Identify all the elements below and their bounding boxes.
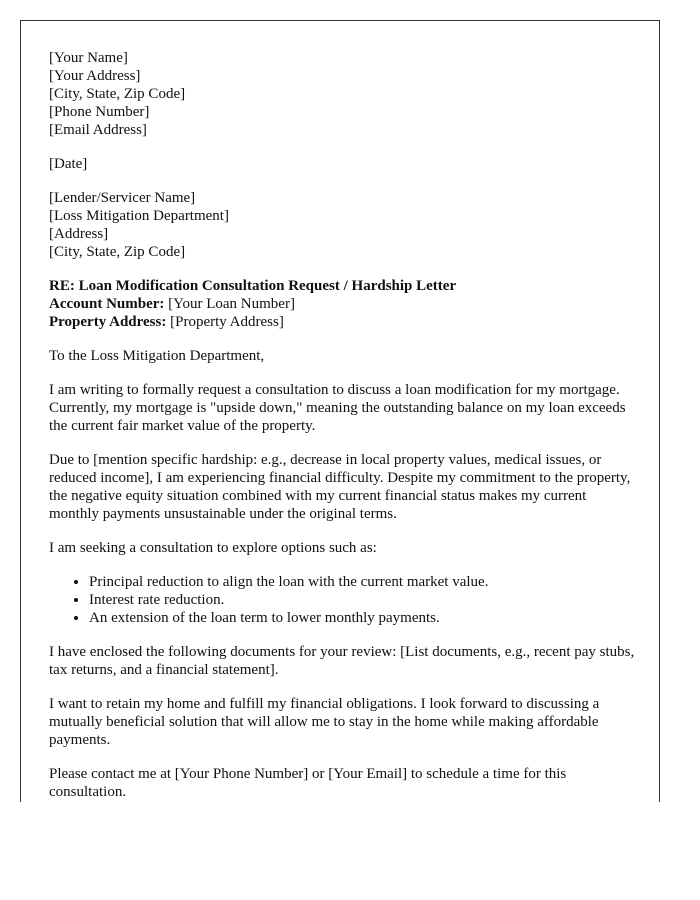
options-list: [49, 573, 639, 627]
recipient-city-state-zip: [City, State, Zip Code]: [49, 244, 186, 260]
salutation: To the Loss Mitigation Department,: [49, 348, 265, 364]
sender-city-state-zip: [City, State, Zip Code]: [49, 86, 186, 102]
property-address-line: [49, 313, 639, 331]
subject-block: [49, 277, 639, 331]
date-block: [49, 155, 639, 173]
list-item: • Principal reduction to align the loan with the current market value.: [89, 573, 639, 591]
recipient-block: [49, 189, 639, 261]
letter-page: [20, 20, 660, 802]
list-item: • An extension of the loan term to lower monthly payments.: [89, 609, 639, 627]
paragraph-hardship: Due to [mention specific hardship: e.g., decrease in local property values, medical issues, or reduced income], I am experiencing financial difficulty. Despite my commitment to the property, the negative equity situation combined with my current financial status makes my current monthly payments unsustainable under the original terms.: [49, 452, 631, 522]
list-item: • Interest rate reduction.: [89, 591, 639, 609]
sender-address: [Your Address]: [49, 68, 141, 84]
paragraph-options-intro: I am seeking a consultation to explore options such as:: [49, 540, 377, 556]
paragraph-request: I am writing to formally request a consultation to discuss a loan modification for my mortgage. Currently, my mortgage is "upside down," meaning the outstanding balance on my loan exceeds the current fair market value of the property.: [49, 382, 626, 434]
sender-block: [49, 49, 639, 139]
sender-email: [Email Address]: [49, 122, 147, 138]
property-address-value: [Property Address]: [166, 314, 284, 330]
account-number-label: Account Number:: [49, 296, 165, 312]
paragraph-contact: Please contact me at [Your Phone Number] or [Your Email] to schedule a time for this consultation.: [49, 766, 567, 800]
paragraph-retain-home: I want to retain my home and fulfill my financial obligations. I look forward to discussing a mutually beneficial solution that will allow me to stay in the home while making affordable payments.: [49, 696, 600, 748]
property-address-label: Property Address:: [49, 314, 167, 330]
account-number-value: [Your Loan Number]: [164, 296, 295, 312]
paragraph-enclosures: I have enclosed the following documents for your review: [List documents, e.g., recent pay stubs, tax returns, and a financial statement].: [49, 644, 635, 678]
recipient-department: [Loss Mitigation Department]: [49, 208, 229, 224]
letter-date: [Date]: [49, 156, 88, 172]
subject-re-line: RE: Loan Modification Consultation Request / Hardship Letter: [49, 278, 457, 294]
sender-name: [Your Name]: [49, 50, 128, 66]
recipient-address: [Address]: [49, 226, 109, 242]
recipient-lender: [Lender/Servicer Name]: [49, 190, 196, 206]
sender-phone: [Phone Number]: [49, 104, 150, 120]
letter-content: [49, 49, 639, 802]
account-number-line: [49, 295, 639, 313]
